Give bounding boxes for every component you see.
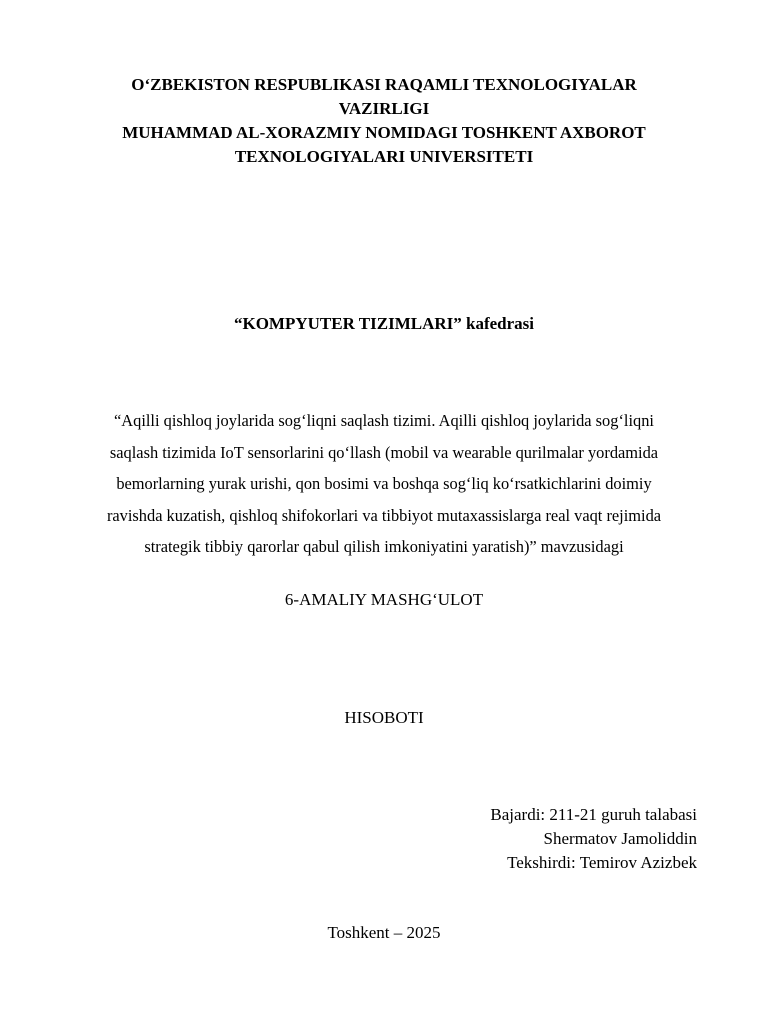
topic-line: bemorlarning yurak urishi, qon bosimi va boshqa sog‘liq ko‘rsatkichlarini doimiy (116, 474, 652, 493)
institution-header (60, 73, 708, 169)
practical-title: 6-AMALIY MASHG‘ULOT (284, 590, 484, 609)
topic-line: ravishda kuzatish, qishloq shifokorlari va tibbiyot mutaxassislarga real vaqt rejimida (106, 505, 662, 525)
university-line-1: MUHAMMAD AL-XORAZMIY NOMIDAGI TOSHKENT AXBOROT (122, 123, 646, 142)
topic-line: saqlash tizimida IoT sensorlarini qo‘llash (mobil va wearable qurilmalar yordamida (109, 442, 659, 462)
topic-line: strategik tibbiy qarorlar qabul qilish imkoniyatini yaratish)” mavzusidagi (144, 537, 624, 556)
report-title: HISOBOTI (344, 708, 424, 727)
student-name: Shermatov Jamoliddin (543, 829, 697, 848)
authors-block (490, 803, 697, 875)
ministry-line-1: O‘ZBEKISTON RESPUBLIKASI RAQAMLI TEXNOLOGIYALAR (131, 75, 637, 94)
city-year: Toshkent – 2025 (327, 923, 441, 942)
topic-paragraph (60, 405, 708, 563)
department-title: “KOMPYUTER TIZIMLARI” kafedrasi (233, 314, 535, 333)
ministry-line-2: VAZIRLIGI (338, 99, 430, 118)
university-line-2: TEXNOLOGIYALARI UNIVERSITETI (234, 147, 534, 166)
topic-line: “Aqilli qishloq joylarida sog‘liqni saqlash tizimi. Aqilli qishloq joylarida sog‘liqni (114, 411, 654, 430)
performed-by: Bajardi: 211-21 guruh talabasi (490, 805, 697, 824)
checked-by: Tekshirdi: Temirov Azizbek (507, 853, 697, 872)
